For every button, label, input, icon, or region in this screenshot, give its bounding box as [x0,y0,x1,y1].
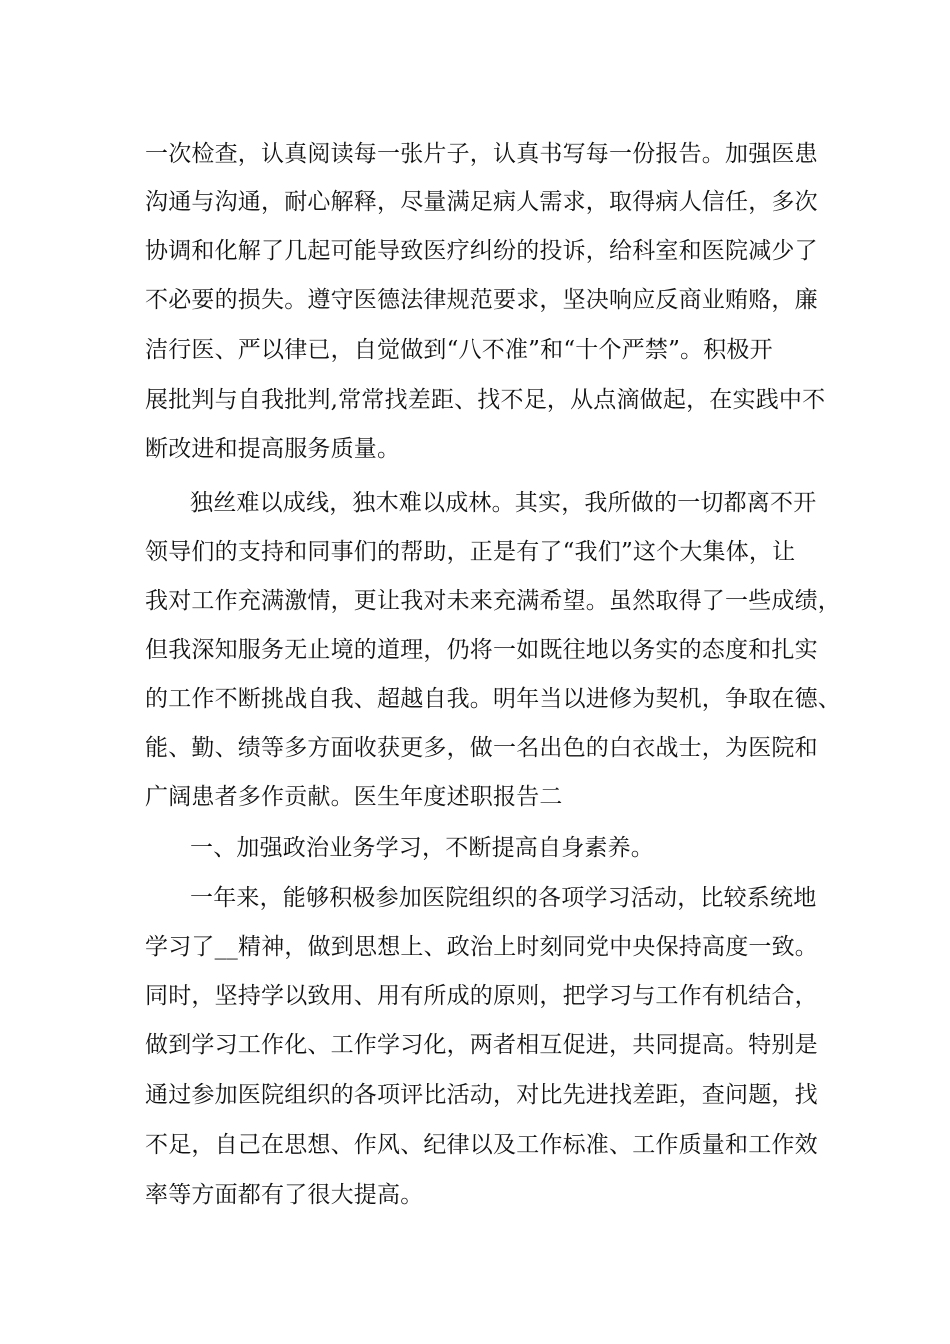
text-line: 一年来，能够积极参加医院组织的各项学习活动，比较系统地 [190,885,817,911]
text-line: 能、勤、绩等多方面收获更多，做一名出色的白衣战士，为医院和 [145,735,818,761]
text-line: 不足，自己在思想、作风、纪律以及工作标准、工作质量和工作效 [145,1132,818,1158]
text-line: 的工作不断挑战自我、超越自我。明年当以进修为契机，争取在德、 [145,686,841,712]
text-line: 展批判与自我批判,常常找差距、找不足，从点滴做起，在实践中不 [145,387,826,413]
text-line: 学习了__精神，做到思想上、政治上时刻同党中央保持高度一致。 [145,934,818,960]
text-line: 通过参加医院组织的各项评比活动，对比先进找差距，查问题，找 [145,1082,818,1108]
text-line: 我对工作充满激情，更让我对未来充满希望。虽然取得了一些成绩， [145,588,841,614]
text-line: 断改进和提高服务质量。 [145,436,401,462]
section-heading: 一、加强政治业务学习，不断提高自身素养。 [190,835,654,861]
text-line: 广阔患者多作贡献。医生年度述职报告二 [145,784,563,810]
text-line: 但我深知服务无止境的道理，仍将一如既往地以务实的态度和扎实 [145,637,818,663]
text-line: 协调和化解了几起可能导致医疗纠纷的投诉，给科室和医院减少了 [145,238,818,264]
text-line: 一次检查，认真阅读每一张片子，认真书写每一份报告。加强医患 [145,141,818,167]
text-line: 独丝难以成线，独木难以成林。其实，我所做的一切都离不开 [190,490,817,516]
text-line: 领导们的支持和同事们的帮助，正是有了“我们”这个大集体，让 [145,539,796,565]
text-line: 同时，坚持学以致用、用有所成的原则，把学习与工作有机结合， [145,983,818,1009]
text-line: 洁行医、严以律已，自觉做到“八不准”和“十个严禁”。积极开 [145,337,773,363]
text-line: 沟通与沟通，耐心解释，尽量满足病人需求，取得病人信任，多次 [145,189,818,215]
text-line: 率等方面都有了很大提高。 [145,1182,424,1208]
text-line: 做到学习工作化、工作学习化，两者相互促进，共同提高。特别是 [145,1032,818,1058]
text-line: 不必要的损失。遵守医德法律规范要求，坚决响应反商业贿赂，廉 [145,287,818,313]
